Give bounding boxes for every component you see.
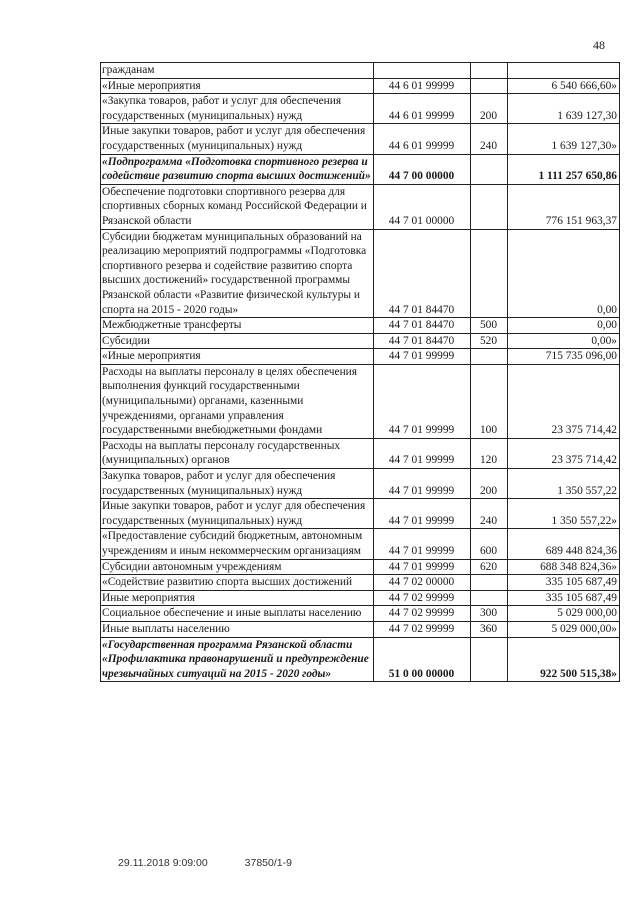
table-row: [101, 184, 620, 229]
row-amount-cell: 0,00: [508, 229, 620, 318]
row-amount-cell: 689 448 824,36: [508, 529, 620, 559]
row-amount-cell: 1 639 127,30: [508, 94, 620, 124]
print-timestamp: 29.11.2018 9:09:00: [118, 857, 208, 869]
table-row: [101, 94, 620, 124]
table-row: [101, 606, 620, 622]
row-name-cell: Субсидии бюджетам муниципальных образований на реализацию мероприятий подпрограммы «Подготовка спортивного резерва и содействие развитию спорта высших достижений» государственной программы Рязанской области «Развитие физической культуры и спорта на 2015 - 2020 годы»: [101, 229, 374, 318]
row-name-cell: Обеспечение подготовки спортивного резерва для спортивных сборных команд Российской Федерации и Рязанской области: [101, 184, 374, 229]
table-row: [101, 637, 620, 682]
row-csr-code-cell: [374, 63, 471, 79]
table-row: [101, 590, 620, 606]
row-csr-code-cell: 44 7 01 99999: [374, 499, 471, 529]
row-amount-cell: 776 151 963,37: [508, 184, 620, 229]
row-amount-cell: 5 029 000,00»: [508, 621, 620, 637]
row-name-cell: Закупка товаров, работ и услуг для обеспечения государственных (муниципальных) нужд: [101, 469, 374, 499]
row-expense-type-cell: 200: [471, 469, 508, 499]
row-csr-code-cell: 44 7 01 84470: [374, 333, 471, 349]
row-expense-type-cell: [471, 78, 508, 94]
row-amount-cell: 0,00: [508, 318, 620, 334]
table-row: [101, 575, 620, 591]
row-amount-cell: 1 350 557,22: [508, 469, 620, 499]
row-expense-type-cell: 600: [471, 529, 508, 559]
row-csr-code-cell: 44 6 01 99999: [374, 78, 471, 94]
row-name-cell: Субсидии: [101, 333, 374, 349]
row-csr-code-cell: 44 7 02 99999: [374, 590, 471, 606]
row-amount-cell: 6 540 666,60»: [508, 78, 620, 94]
row-amount-cell: 715 735 096,00: [508, 349, 620, 365]
row-amount-cell: 1 639 127,30»: [508, 124, 620, 154]
row-csr-code-cell: 44 7 02 99999: [374, 606, 471, 622]
row-name-cell: Иные выплаты населению: [101, 621, 374, 637]
row-csr-code-cell: 44 7 01 00000: [374, 184, 471, 229]
row-expense-type-cell: [471, 637, 508, 682]
table-row: [101, 499, 620, 529]
row-name-cell: «Подпрограмма «Подготовка спортивного резерва и содействие развитию спорта высших достижений»: [101, 154, 374, 184]
row-expense-type-cell: 200: [471, 94, 508, 124]
row-expense-type-cell: 240: [471, 124, 508, 154]
table-row: [101, 124, 620, 154]
document-id: 37850/1-9: [244, 857, 292, 869]
table-row: [101, 333, 620, 349]
row-amount-cell: 688 348 824,36»: [508, 559, 620, 575]
row-name-cell: «Предоставление субсидий бюджетным, автономным учреждениям и иным некоммерческим организациям: [101, 529, 374, 559]
row-csr-code-cell: 44 7 02 99999: [374, 621, 471, 637]
footer: [118, 857, 292, 869]
row-amount-cell: 922 500 515,38»: [508, 637, 620, 682]
row-expense-type-cell: 620: [471, 559, 508, 575]
row-expense-type-cell: [471, 63, 508, 79]
budget-table-body: [101, 63, 620, 682]
row-csr-code-cell: 44 7 00 00000: [374, 154, 471, 184]
table-row: [101, 349, 620, 365]
row-name-cell: Иные закупки товаров, работ и услуг для обеспечения государственных (муниципальных) нужд: [101, 499, 374, 529]
row-csr-code-cell: 44 7 02 00000: [374, 575, 471, 591]
row-amount-cell: 335 105 687,49: [508, 590, 620, 606]
row-expense-type-cell: 500: [471, 318, 508, 334]
row-name-cell: Социальное обеспечение и иные выплаты населению: [101, 606, 374, 622]
row-amount-cell: 1 111 257 650,86: [508, 154, 620, 184]
budget-table: [100, 62, 620, 682]
row-csr-code-cell: 44 6 01 99999: [374, 94, 471, 124]
row-name-cell: «Иные мероприятия: [101, 349, 374, 365]
row-expense-type-cell: 100: [471, 364, 508, 438]
row-csr-code-cell: 44 7 01 99999: [374, 529, 471, 559]
row-csr-code-cell: 44 7 01 84470: [374, 318, 471, 334]
row-csr-code-cell: 51 0 00 00000: [374, 637, 471, 682]
row-expense-type-cell: 300: [471, 606, 508, 622]
row-expense-type-cell: 520: [471, 333, 508, 349]
row-expense-type-cell: [471, 229, 508, 318]
row-csr-code-cell: 44 7 01 99999: [374, 559, 471, 575]
table-row: [101, 469, 620, 499]
row-amount-cell: 5 029 000,00: [508, 606, 620, 622]
row-expense-type-cell: [471, 184, 508, 229]
row-amount-cell: 1 350 557,22»: [508, 499, 620, 529]
row-name-cell: Иные закупки товаров, работ и услуг для обеспечения государственных (муниципальных) нужд: [101, 124, 374, 154]
row-expense-type-cell: [471, 154, 508, 184]
row-expense-type-cell: [471, 575, 508, 591]
row-amount-cell: 0,00»: [508, 333, 620, 349]
row-name-cell: Расходы на выплаты персоналу государственных (муниципальных) органов: [101, 438, 374, 468]
row-expense-type-cell: 360: [471, 621, 508, 637]
row-csr-code-cell: 44 7 01 99999: [374, 349, 471, 365]
row-name-cell: «Государственная программа Рязанской области «Профилактика правонарушений и предупреждение чрезвычайных ситуаций на 2015 - 2020 годы»: [101, 637, 374, 682]
row-name-cell: «Содействие развитию спорта высших достижений: [101, 575, 374, 591]
row-csr-code-cell: 44 7 01 99999: [374, 364, 471, 438]
row-amount-cell: 23 375 714,42: [508, 438, 620, 468]
table-row: [101, 438, 620, 468]
row-amount-cell: 335 105 687,49: [508, 575, 620, 591]
row-name-cell: «Закупка товаров, работ и услуг для обеспечения государственных (муниципальных) нужд: [101, 94, 374, 124]
row-csr-code-cell: 44 7 01 84470: [374, 229, 471, 318]
row-expense-type-cell: 120: [471, 438, 508, 468]
row-amount-cell: [508, 63, 620, 79]
table-row: [101, 154, 620, 184]
row-name-cell: гражданам: [101, 63, 374, 79]
row-expense-type-cell: [471, 349, 508, 365]
table-row: [101, 364, 620, 438]
table-row: [101, 63, 620, 79]
row-expense-type-cell: 240: [471, 499, 508, 529]
row-csr-code-cell: 44 7 01 99999: [374, 438, 471, 468]
row-amount-cell: 23 375 714,42: [508, 364, 620, 438]
table-row: [101, 318, 620, 334]
page-number: 48: [593, 38, 605, 52]
row-csr-code-cell: 44 7 01 99999: [374, 469, 471, 499]
row-name-cell: Межбюджетные трансферты: [101, 318, 374, 334]
row-expense-type-cell: [471, 590, 508, 606]
row-name-cell: Субсидии автономным учреждениям: [101, 559, 374, 575]
row-name-cell: Расходы на выплаты персоналу в целях обеспечения выполнения функций государственными (муниципальными) органами, казенными учреждениями, органами управления государственными внебюджетными фондами: [101, 364, 374, 438]
table-row: [101, 78, 620, 94]
row-csr-code-cell: 44 6 01 99999: [374, 124, 471, 154]
table-row: [101, 529, 620, 559]
table-row: [101, 229, 620, 318]
row-name-cell: Иные мероприятия: [101, 590, 374, 606]
table-row: [101, 621, 620, 637]
table-row: [101, 559, 620, 575]
row-name-cell: «Иные мероприятия: [101, 78, 374, 94]
